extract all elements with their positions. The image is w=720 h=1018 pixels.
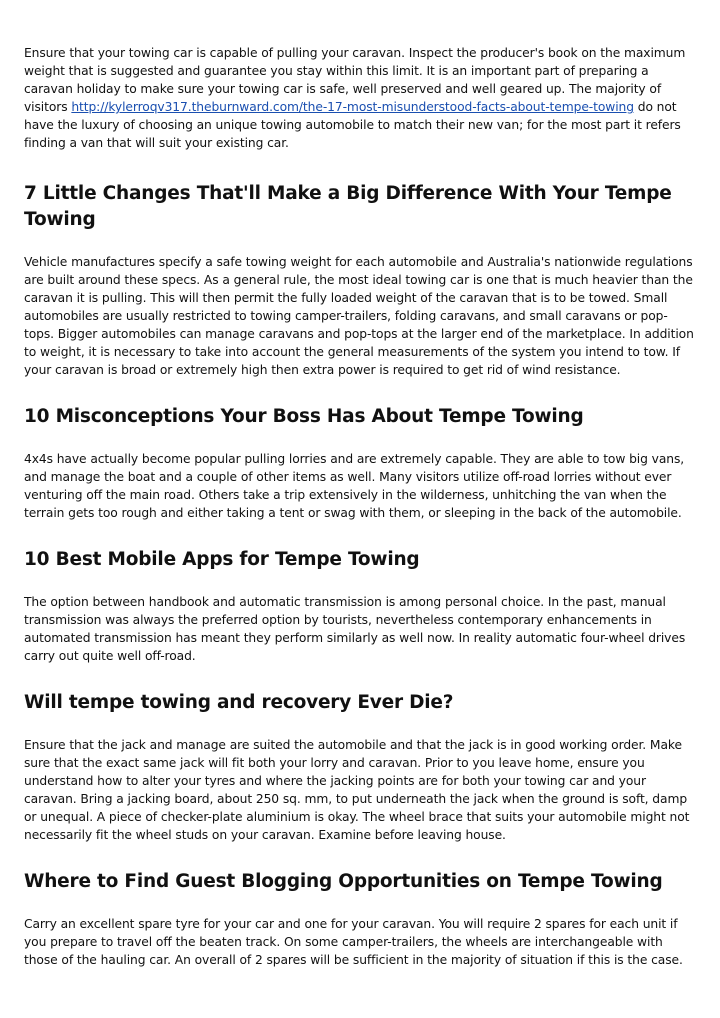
- article: [24, 44, 696, 994]
- article-link[interactable]: http://kylerroqv317.theburnward.com/the-17-most-misunderstood-facts-about-tempe-towing: [71, 100, 634, 114]
- section-heading-4: Will tempe towing and recovery Ever Die?: [24, 692, 454, 713]
- section-paragraph-5: Carry an excellent spare tyre for your car and one for your caravan. You will require 2 spares for each unit if you prepare to travel off the beaten track. On some camper-trailers, the wheels are interchangeable with those of the hauling car. An overall of 2 spares will be sufficient in the majority of situation if this is the case.: [24, 917, 683, 967]
- section-heading-2: 10 Misconceptions Your Boss Has About Tempe Towing: [24, 406, 584, 427]
- section-heading-1: 7 Little Changes That'll Make a Big Difference With Your Tempe Towing: [24, 183, 672, 230]
- section-paragraph-1: Vehicle manufactures specify a safe towing weight for each automobile and Australia's nationwide regulations are built around these specs. As a general rule, the most ideal towing car is one that is much heavier than the caravan it is pulling. This will then permit the fully loaded weight of the caravan that is to be towed. Small automobiles are usually restricted to towing camper-trailers, folding caravans, and small caravans or pop-tops. Bigger automobiles can manage caravans and pop-tops at the larger end of the marketplace. In addition to weight, it is necessary to take into account the general measurements of the system you intend to tow. If your caravan is broad or extremely high then extra power is required to get rid of wind resistance.: [24, 255, 694, 377]
- section-paragraph-3: The option between handbook and automatic transmission is among personal choice. In the past, manual transmission was always the preferred option by tourists, nevertheless contemporary enhancements in automated transmission has meant they perform similarly as well now. In reality automatic four-wheel drives carry out quite well off-road.: [24, 595, 686, 663]
- intro-text-after: do not have the luxury of choosing an unique towing automobile to match their new van; for the most part it refers finding a van that will suit your existing car.: [24, 100, 681, 150]
- section-paragraph-2: 4x4s have actually become popular pulling lorries and are extremely capable. They are able to tow big vans, and manage the boat and a couple of other items as well. Many visitors utilize off-road lorries without ever venturing off the main road. Others take a trip extensively in the wilderness, unhitching the van when the terrain gets too rough and either taking a tent or swag with them, or sleeping in the back of the automobile.: [24, 452, 685, 520]
- intro-paragraph: [24, 44, 696, 152]
- section-heading-3: 10 Best Mobile Apps for Tempe Towing: [24, 549, 420, 570]
- section-paragraph-4: Ensure that the jack and manage are suited the automobile and that the jack is in good working order. Make sure that the exact same jack will fit both your lorry and caravan. Prior to you leave home, ensure you understand how to alter your tyres and where the jacking points are for both your towing car and your caravan. Bring a jacking board, about 250 sq. mm, to put underneath the jack when the ground is soft, damp or unequal. A piece of checker-plate aluminium is okay. The wheel brace that suits your automobile might not necessarily fit the wheel studs on your caravan. Examine before leaving house.: [24, 738, 690, 842]
- section-heading-5: Where to Find Guest Blogging Opportunities on Tempe Towing: [24, 871, 663, 892]
- intro-text-before: Ensure that your towing car is capable of pulling your caravan. Inspect the producer's book on the maximum weight that is suggested and guarantee you stay within this limit. It is an important part of preparing a caravan holiday to make sure your towing car is safe, well preserved and well geared up. The majority of visitors: [24, 46, 686, 114]
